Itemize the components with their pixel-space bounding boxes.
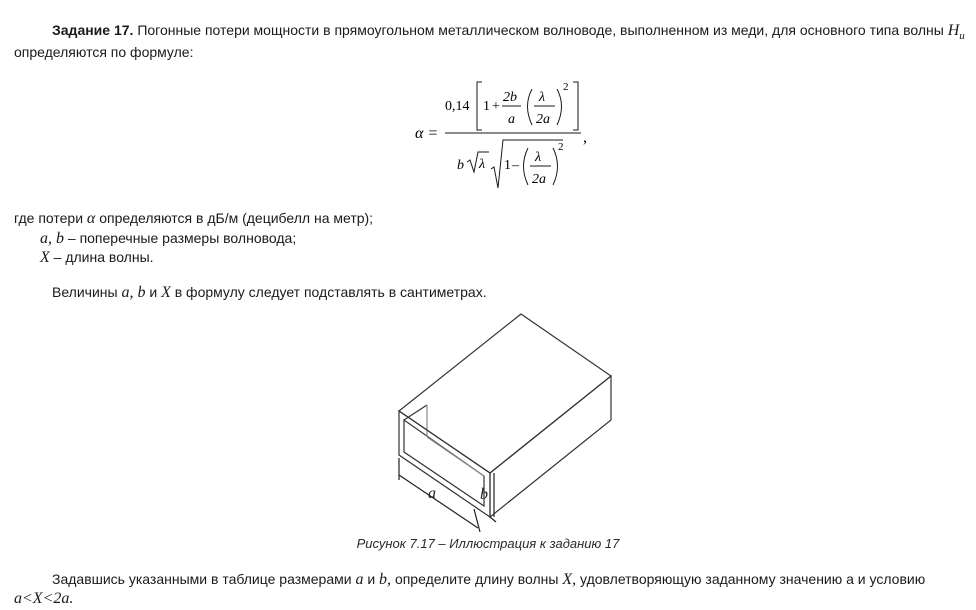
wave-symbol: H <box>947 22 960 39</box>
loss-formula <box>405 72 595 192</box>
formula-one: 1 <box>483 99 490 114</box>
formula-exp-denom: 2 <box>558 141 564 153</box>
formula-coef: 0,14 <box>445 99 470 114</box>
task-intro-text-2: определяются по формуле: <box>14 44 194 60</box>
dimension-b-tick <box>490 517 496 522</box>
definition-ab: a, b – поперечные размеры волновода; <box>40 230 297 247</box>
left-bracket <box>477 82 482 130</box>
question-condition-line <box>14 589 73 608</box>
question-paragraph: Задавшись указанными в таблице размерами a и b, определите длину волны X, удовлетворяющую заданному значению а и условию <box>52 571 926 588</box>
dimension-a-tick-right <box>474 509 480 532</box>
formula-lambda: λ <box>539 90 546 105</box>
formula-lhs: α = <box>415 125 439 142</box>
right-paren <box>557 89 562 125</box>
units-note: Величины a, b и X в формулу следует подставлять в сантиметрах. <box>52 284 487 301</box>
denom-right-paren <box>553 148 558 185</box>
left-paren <box>528 89 533 125</box>
formula-one-denom: 1 <box>504 158 511 173</box>
definition-alpha: где потери α определяются в дБ/м (децибелл на метр); <box>14 210 374 227</box>
formula-minus: – <box>512 158 519 173</box>
formula-lambda-denom: λ <box>479 157 486 172</box>
figure-caption: Рисунок 7.17 – Иллюстрация к заданию 17 <box>356 536 620 551</box>
waveguide-illustration <box>370 310 620 535</box>
sqrt-small <box>467 152 489 172</box>
inner-depth-line <box>404 405 427 420</box>
formula-exp-inner: 2 <box>563 81 569 93</box>
label-b: b <box>480 486 488 503</box>
condition: a<X<2a. <box>14 590 74 607</box>
alpha-symbol: α <box>86 210 96 227</box>
label-a: a <box>428 485 436 502</box>
formula-2a-denom: 2a <box>532 172 546 187</box>
task-intro-text: Погонные потери мощности в прямоугольном металлическом волноводе, выполненном из меди, для основного типа волны <box>137 22 944 38</box>
task-paragraph <box>52 21 965 45</box>
formula-a: a <box>508 112 515 127</box>
formula-plus: + <box>492 99 500 114</box>
formula-comma: , <box>583 129 587 146</box>
x-symbol: X <box>40 249 50 266</box>
sqrt-large <box>491 140 563 188</box>
task-title: Задание 17. <box>52 22 134 38</box>
formula-2b: 2b <box>503 90 517 105</box>
task-paragraph-cont <box>14 43 193 61</box>
formula-b: b <box>457 158 464 173</box>
side-face <box>490 376 611 517</box>
formula-2a: 2a <box>536 112 550 127</box>
right-bracket <box>573 82 578 130</box>
wave-subscript: u <box>959 29 965 42</box>
denom-left-paren <box>524 148 529 185</box>
ab-symbols: a, b <box>40 230 64 247</box>
definition-x: X – длина волны. <box>40 249 154 266</box>
formula-lambda-denom-2: λ <box>535 150 542 165</box>
